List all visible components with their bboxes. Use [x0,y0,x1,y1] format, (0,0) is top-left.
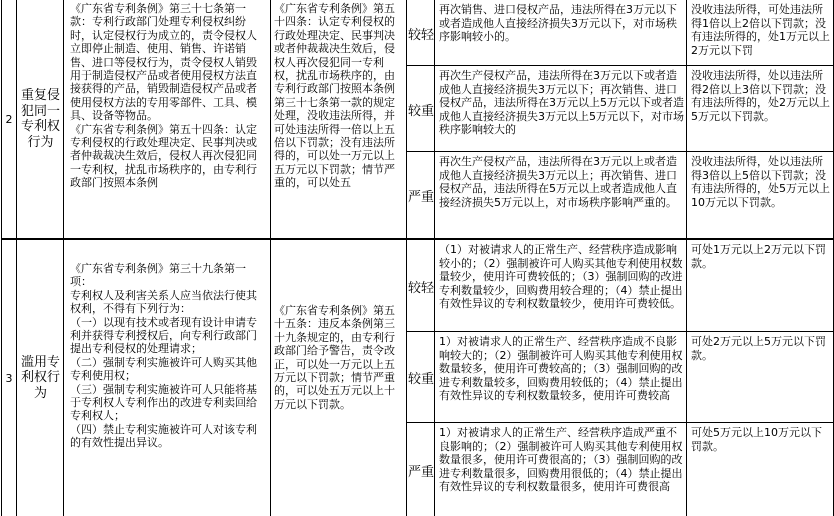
fine-standard: 可处5万元以上10万元以下罚款。 [691,426,822,453]
grid-line [406,151,834,152]
severity-level: 较重 [407,103,434,119]
circumstance-text: 再次生产侵权产品，违法所得在3万元以上或者造成他人直接经济损失3万元以上；再次销售、进口侵权产品，违法所得在5万元以上或者造成他人直接经济损失5万元以上，对市场秩序影响严重的。 [439,155,677,209]
severity-level: 较重 [407,372,434,387]
fine-standard: 没收违法所得，处以违法所得3倍以上5倍以下罚款；没有违法所得的，处5万元以上10万元以下罚款。 [691,155,830,209]
circumstance-text: 再次生产侵权产品，违法所得在3万元以下或者造成他人直接经济损失3万元以下；再次销售、进口侵权产品，违法所得在3万元以上5万元以下或者造成他人直接经济损失3万元以上5万元以下，对市场秩序影响较大的 [439,69,684,137]
grid-line [406,65,834,66]
violation-name: 滥用专利权行为 [20,354,60,401]
legal-basis-text: 《广东省专利条例》第三十九条第一项： 专利权人及利害关系人应当依法行使其权利，不得有下列行为： （一）以现有技术或者现有设计申请专利并获得专利授权后，向专利行政部门提出专利侵权的处理请求； （二）强制专利实施被许可人购买其他专利使用权； （三）强制专利实施被许可人只能将基于专利权人专利作出的改进专利卖回给专利权人； （四）禁止专利实施被许可人对该专利的有效性提出异议。 [70,262,257,450]
severity-level: 较轻 [407,280,434,296]
row-index: 3 [5,371,13,385]
circumstance-text: 1）对被请求人的正常生产、经营秩序造成不良影响较大的；（2）强制被许可人购买其他专利使用权数量较多，使用许可费较高的；（3）强制回购的改进专利数量较多，回购费用较低的；（4）禁止提出有效性异议的专利权数量较多，使用许可费较高 [439,335,683,403]
severity-level: 严重 [407,190,434,205]
circumstance-text: 1）对被请求人的正常生产、经营秩序造成严重不良影响的；（2）强制被许可人购买其他专利使用权数量很多，使用许可费很高的；（3）强制回购的改进专利数量很多，回购费用很低的；（4）禁止提出有效性异议的专利权数量很多，使用许可费很高 [439,426,683,494]
circumstance-text: （1）对被请求人的正常生产、经营秩序造成影响较小的；（2）强制被许可人购买其他专利使用权数量较少，使用许可费较低的；（3）强制回购的改进专利数量较少，回购费用较合理的；（4）禁止提出有效性异议的专利权数量较少，使用许可费较低。 [439,243,683,311]
grid-line [406,0,407,516]
grid-line [270,0,271,516]
grid-line [1,239,834,240]
circumstance-text: 再次销售、进口侵权产品，违法所得在3万元以下或者造成他人直接经济损失3万元以下，对市场秩序影响较小的。 [439,3,677,44]
grid-line [686,0,687,516]
fine-standard: 没收违法所得，可处违法所得1倍以上2倍以下罚款；没有违法所得的，处1万元以上2万元以下罚 [691,3,830,57]
row-index: 2 [5,112,13,126]
severity-level: 严重 [407,464,434,480]
fine-standard: 可处1万元以上2万元以下罚款。 [691,243,826,270]
grid-line [406,331,834,332]
fine-standard: 没收违法所得，处以违法所得2倍以上3倍以下罚款；没有违法所得的，处2万元以上5万元以下罚款。 [691,69,830,123]
violation-name: 重复侵犯同一专利权行为 [20,88,60,150]
grid-line [406,422,834,423]
penalty-provision-text: 《广东省专利条例》第五十四条：认定专利侵权的行政处理决定、民事判决或者仲裁裁决生效后，侵权人再次侵犯同一专利权，扰乱市场秩序的，由专利行政部门按照本条例第三十七条第一款的规定处理，没收违法所得，并可处违法所得一倍以上五倍以下罚款；没有违法所得的，可以处一万元以上五万元以下罚款；情节严重的，可以处五 [274,2,395,190]
grid-line [63,0,64,516]
legal-basis-text: 《广东省专利条例》第三十七条第一款：专利行政部门处理专利侵权纠纷时，认定侵权行为成立的，责令侵权人立即停止制造、使用、销售、许诺销售、进口等侵权行为，责令侵权人销毁用于制造侵权产品或者使用侵权方法直接获得的产品，销毁制造侵权产品或者使用侵权方法的专用零部件、工具、模具、设备等物品。 《广东省专利条例》第五十四条：认定专利侵权的行政处理决定、民事判决或者仲裁裁决生效后，侵权人再次侵犯同一专利权，扰乱市场秩序的，由专利行政部门按照本条例 [70,2,257,190]
grid-line [16,0,17,516]
severity-level: 较轻 [407,27,434,43]
grid-line [434,0,435,516]
grid-line [1,0,2,516]
fine-standard: 可处2万元以上5万元以下罚款。 [691,335,826,362]
penalty-provision-text: 《广东省专利条例》第五十五条：违反本条例第三十九条规定的，由专利行政部门给予警告，责令改正，可以处一万元以上五万元以下罚款；情节严重的，可以处五万元以上十万元以下罚款。 [274,304,395,411]
